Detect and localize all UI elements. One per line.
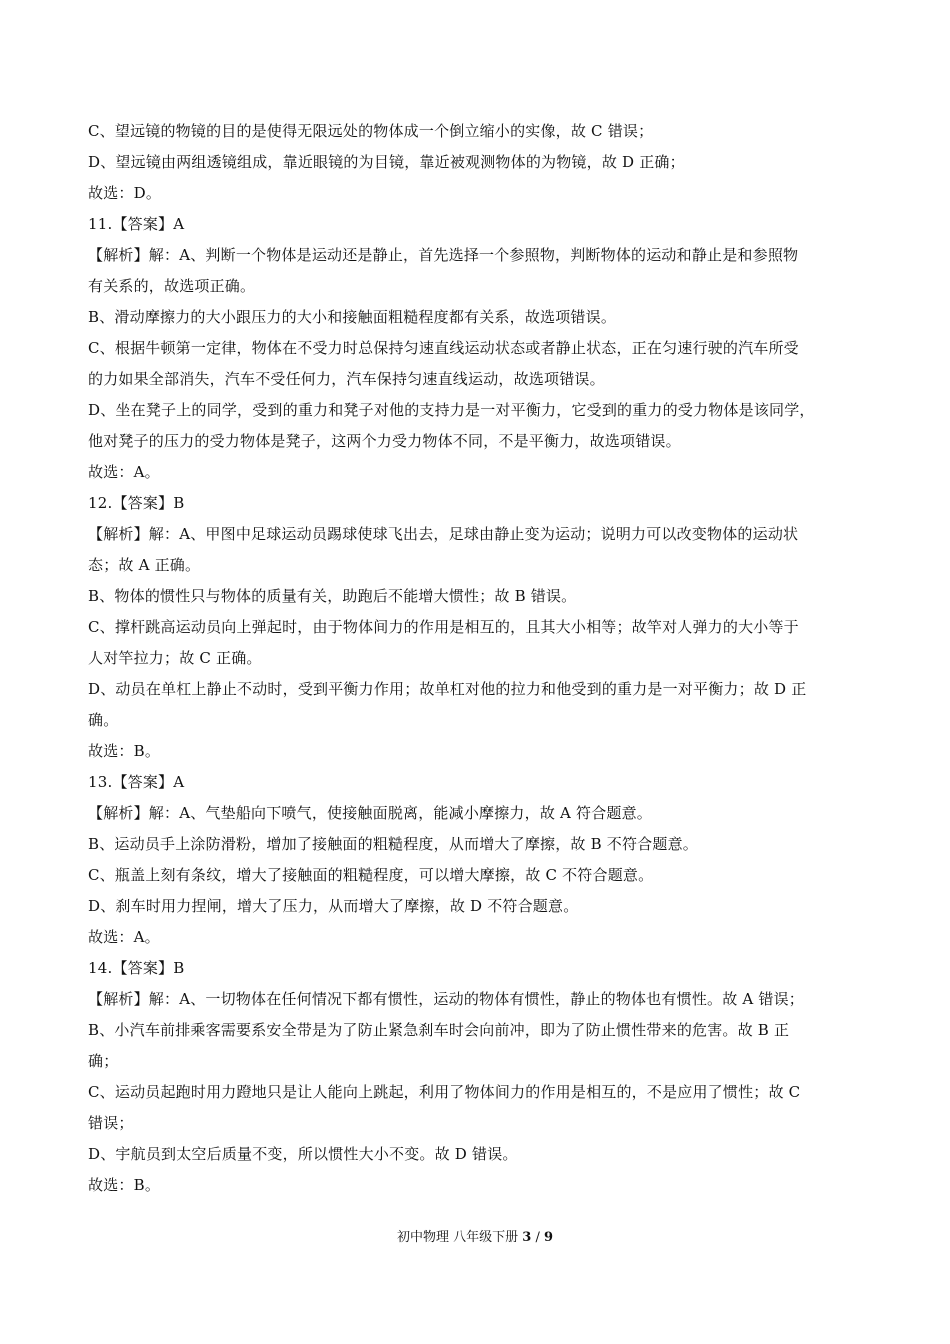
text-line: D、坐在凳子上的同学，受到的重力和凳子对他的支持力是一对平衡力，它受到的重力的受力物体是该同学， [88, 401, 815, 419]
footer-separator: / [535, 1230, 540, 1245]
text-line: C、望远镜的物镜的目的是使得无限远处的物体成一个倒立缩小的实像，故 C 错误； [88, 122, 654, 140]
text-line: 人对竿拉力；故 C 正确。 [88, 649, 262, 667]
text-line: D、宇航员到太空后质量不变，所以惯性大小不变。故 D 错误。 [88, 1145, 518, 1163]
text-line: 故选：A。 [88, 928, 160, 946]
text-line: D、刹车时用力捏闸，增大了压力，从而增大了摩擦，故 D 不符合题意。 [88, 897, 579, 915]
text-line: 【解析】解：A、一切物体在任何情况下都有惯性，运动的物体有惯性，静止的物体也有惯性。故 A 错误； [88, 990, 805, 1008]
text-line: C、运动员起跑时用力蹬地只是让人能向上跳起，利用了物体间力的作用是相互的，不是应用了惯性；故 C [88, 1083, 801, 1101]
text-line: 故选：B。 [88, 1176, 161, 1194]
text-line: 12.【答案】B [88, 494, 185, 512]
text-line: 故选：A。 [88, 463, 160, 481]
document-body [88, 116, 868, 1201]
page-footer [0, 1226, 950, 1245]
text-line: D、动员在单杠上静止不动时，受到平衡力作用；故单杠对他的拉力和他受到的重力是一对平衡力；故 D 正 [88, 680, 807, 698]
text-line: 13.【答案】A [88, 773, 185, 791]
text-line: 【解析】解：A、气垫船向下喷气，使接触面脱离，能减小摩擦力，故 A 符合题意。 [88, 804, 653, 822]
text-line: D、望远镜由两组透镜组成，靠近眼镜的为目镜，靠近被观测物体的为物镜，故 D 正确； [88, 153, 685, 171]
text-line: 故选：D。 [88, 184, 162, 202]
text-line: B、物体的惯性只与物体的质量有关，助跑后不能增大惯性；故 B 错误。 [88, 587, 577, 605]
text-line: B、小汽车前排乘客需要系安全带是为了防止紧急刹车时会向前冲，即为了防止惯性带来的危害。故 B 正 [88, 1021, 790, 1039]
text-line: 的力如果全部消失，汽车不受任何力，汽车保持匀速直线运动，故选项错误。 [88, 370, 605, 388]
text-line: 有关系的，故选项正确。 [88, 277, 256, 295]
text-line: 【解析】解：A、甲图中足球运动员踢球使球飞出去，足球由静止变为运动；说明力可以改变物体的运动状 [88, 525, 799, 543]
footer-page-number: 3 [522, 1230, 532, 1245]
text-line: 【解析】解：A、判断一个物体是运动还是静止，首先选择一个参照物，判断物体的运动和静止是和参照物 [88, 246, 799, 264]
text-line: 确。 [88, 711, 119, 729]
text-line: C、瓶盖上刻有条纹，增大了接触面的粗糙程度，可以增大摩擦，故 C 不符合题意。 [88, 866, 654, 884]
text-line: 故选：B。 [88, 742, 161, 760]
text-line: 14.【答案】B [88, 959, 185, 977]
footer-page-total: 9 [543, 1230, 554, 1245]
text-line: 错误； [88, 1114, 134, 1132]
text-line: B、运动员手上涂防滑粉，增加了接触面的粗糙程度，从而增大了摩擦，故 B 不符合题意。 [88, 835, 698, 853]
text-line: 态；故 A 正确。 [88, 556, 201, 574]
text-line: 确； [88, 1052, 119, 1070]
text-line: C、撑杆跳高运动员向上弹起时，由于物体间力的作用是相互的，且其大小相等；故竿对人弹力的大小等于 [88, 618, 799, 636]
text-line: C、根据牛顿第一定律，物体在不受力时总保持匀速直线运动状态或者静止状态，正在匀速行驶的汽车所受 [88, 339, 799, 357]
text-line: B、滑动摩擦力的大小跟压力的大小和接触面粗糙程度都有关系，故选项错误。 [88, 308, 617, 326]
text-line: 他对凳子的压力的受力物体是凳子，这两个力受力物体不同，不是平衡力，故选项错误。 [88, 432, 681, 450]
footer-label: 初中物理 八年级下册 [396, 1230, 519, 1245]
text-line: 11.【答案】A [88, 215, 185, 233]
